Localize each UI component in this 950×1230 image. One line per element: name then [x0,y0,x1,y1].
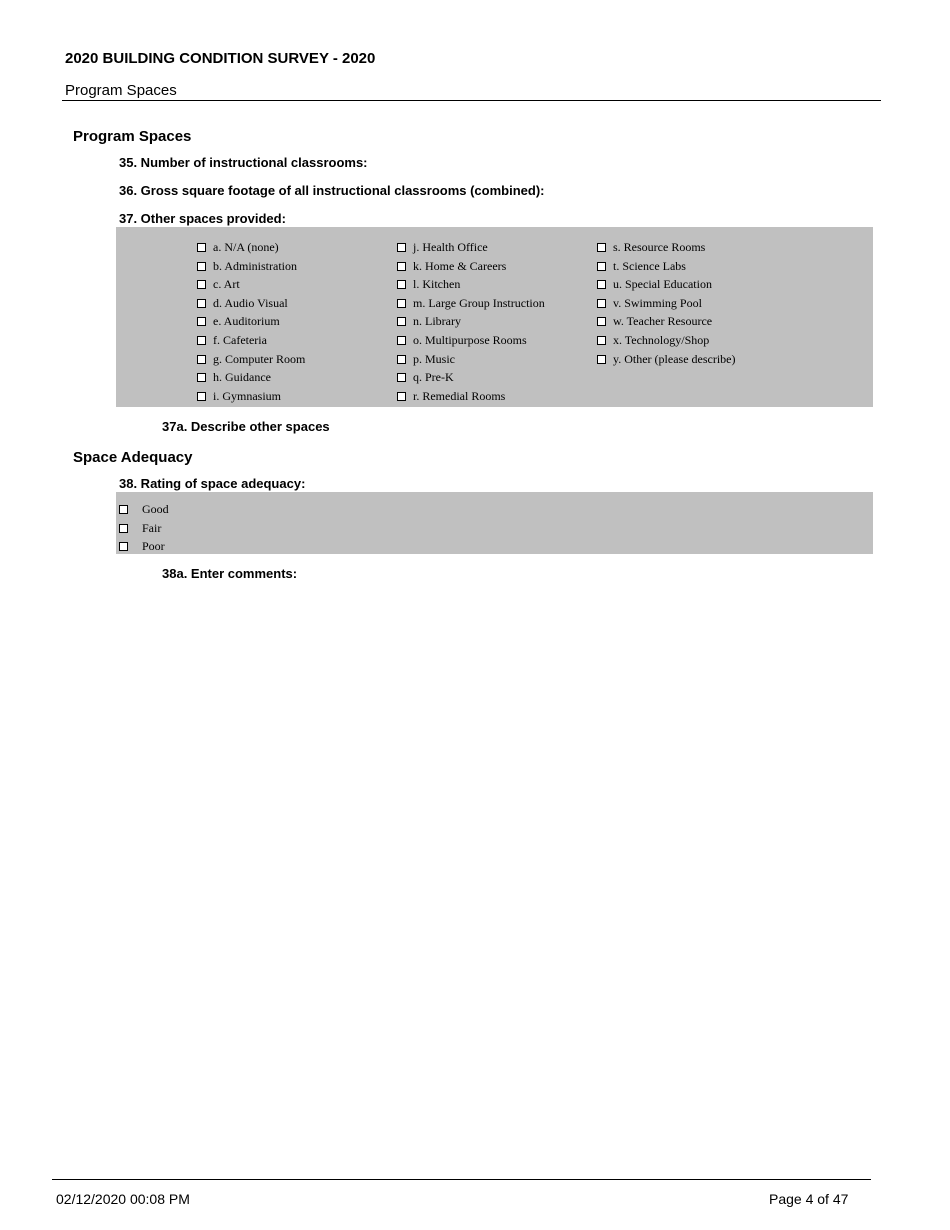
footer-divider [52,1179,871,1180]
checkbox[interactable] [197,243,206,252]
rating-option-poor[interactable]: Poor [119,538,165,554]
question-38-label: 38. Rating of space adequacy: [119,476,306,491]
checkbox[interactable] [119,542,128,551]
option-auditorium[interactable]: e. Auditorium [197,313,280,329]
option-computer-room[interactable]: g. Computer Room [197,351,305,367]
option-kitchen[interactable]: l. Kitchen [397,276,460,292]
document-title: 2020 BUILDING CONDITION SURVEY - 2020 [65,50,376,67]
page-number: Page 4 of 47 [769,1191,849,1207]
option-gymnasium[interactable]: i. Gymnasium [197,388,281,404]
question-35-label: 35. Number of instructional classrooms: [119,155,368,170]
checkbox[interactable] [197,336,206,345]
rating-options-panel [116,492,873,554]
checkbox[interactable] [597,280,606,289]
checkbox[interactable] [597,317,606,326]
option-resource-rooms[interactable]: s. Resource Rooms [597,239,705,255]
program-spaces-heading: Program Spaces [73,128,192,145]
checkbox[interactable] [119,524,128,533]
option-special-education[interactable]: u. Special Education [597,276,712,292]
checkbox[interactable] [197,373,206,382]
other-spaces-options-panel [116,227,873,407]
checkbox[interactable] [397,317,406,326]
checkbox[interactable] [397,355,406,364]
rating-option-good[interactable]: Good [119,501,169,517]
option-library[interactable]: n. Library [397,313,461,329]
section-header: Program Spaces [65,82,177,99]
option-cafeteria[interactable]: f. Cafeteria [197,332,267,348]
checkbox[interactable] [597,262,606,271]
question-38a-label: 38a. Enter comments: [162,566,298,581]
option-pre-k[interactable]: q. Pre-K [397,369,454,385]
checkbox[interactable] [397,243,406,252]
checkbox[interactable] [197,317,206,326]
checkbox[interactable] [397,336,406,345]
header-divider [62,100,881,101]
option-guidance[interactable]: h. Guidance [197,369,271,385]
checkbox[interactable] [397,280,406,289]
question-37-label: 37. Other spaces provided: [119,211,286,226]
option-multipurpose-rooms[interactable]: o. Multipurpose Rooms [397,332,527,348]
checkbox[interactable] [397,262,406,271]
checkbox[interactable] [597,355,606,364]
option-swimming-pool[interactable]: v. Swimming Pool [597,295,702,311]
option-technology-shop[interactable]: x. Technology/Shop [597,332,709,348]
question-36-label: 36. Gross square footage of all instructional classrooms (combined): [119,183,545,198]
question-37a-label: 37a. Describe other spaces [162,419,330,434]
option-music[interactable]: p. Music [397,351,455,367]
option-administration[interactable]: b. Administration [197,258,297,274]
option-art[interactable]: c. Art [197,276,240,292]
option-home-careers[interactable]: k. Home & Careers [397,258,506,274]
checkbox[interactable] [197,355,206,364]
option-other-describe[interactable]: y. Other (please describe) [597,351,736,367]
checkbox[interactable] [197,299,206,308]
checkbox[interactable] [197,280,206,289]
checkbox[interactable] [119,505,128,514]
option-audio-visual[interactable]: d. Audio Visual [197,295,288,311]
space-adequacy-heading: Space Adequacy [73,449,193,466]
checkbox[interactable] [197,262,206,271]
checkbox[interactable] [597,336,606,345]
footer-timestamp: 02/12/2020 00:08 PM [56,1191,190,1207]
option-health-office[interactable]: j. Health Office [397,239,488,255]
checkbox[interactable] [397,299,406,308]
option-na-none[interactable]: a. N/A (none) [197,239,279,255]
checkbox[interactable] [397,373,406,382]
checkbox[interactable] [597,299,606,308]
option-science-labs[interactable]: t. Science Labs [597,258,686,274]
checkbox[interactable] [197,392,206,401]
option-teacher-resource[interactable]: w. Teacher Resource [597,313,712,329]
checkbox[interactable] [397,392,406,401]
option-large-group-instruction[interactable]: m. Large Group Instruction [397,295,545,311]
rating-option-fair[interactable]: Fair [119,520,161,536]
checkbox[interactable] [597,243,606,252]
option-remedial-rooms[interactable]: r. Remedial Rooms [397,388,505,404]
